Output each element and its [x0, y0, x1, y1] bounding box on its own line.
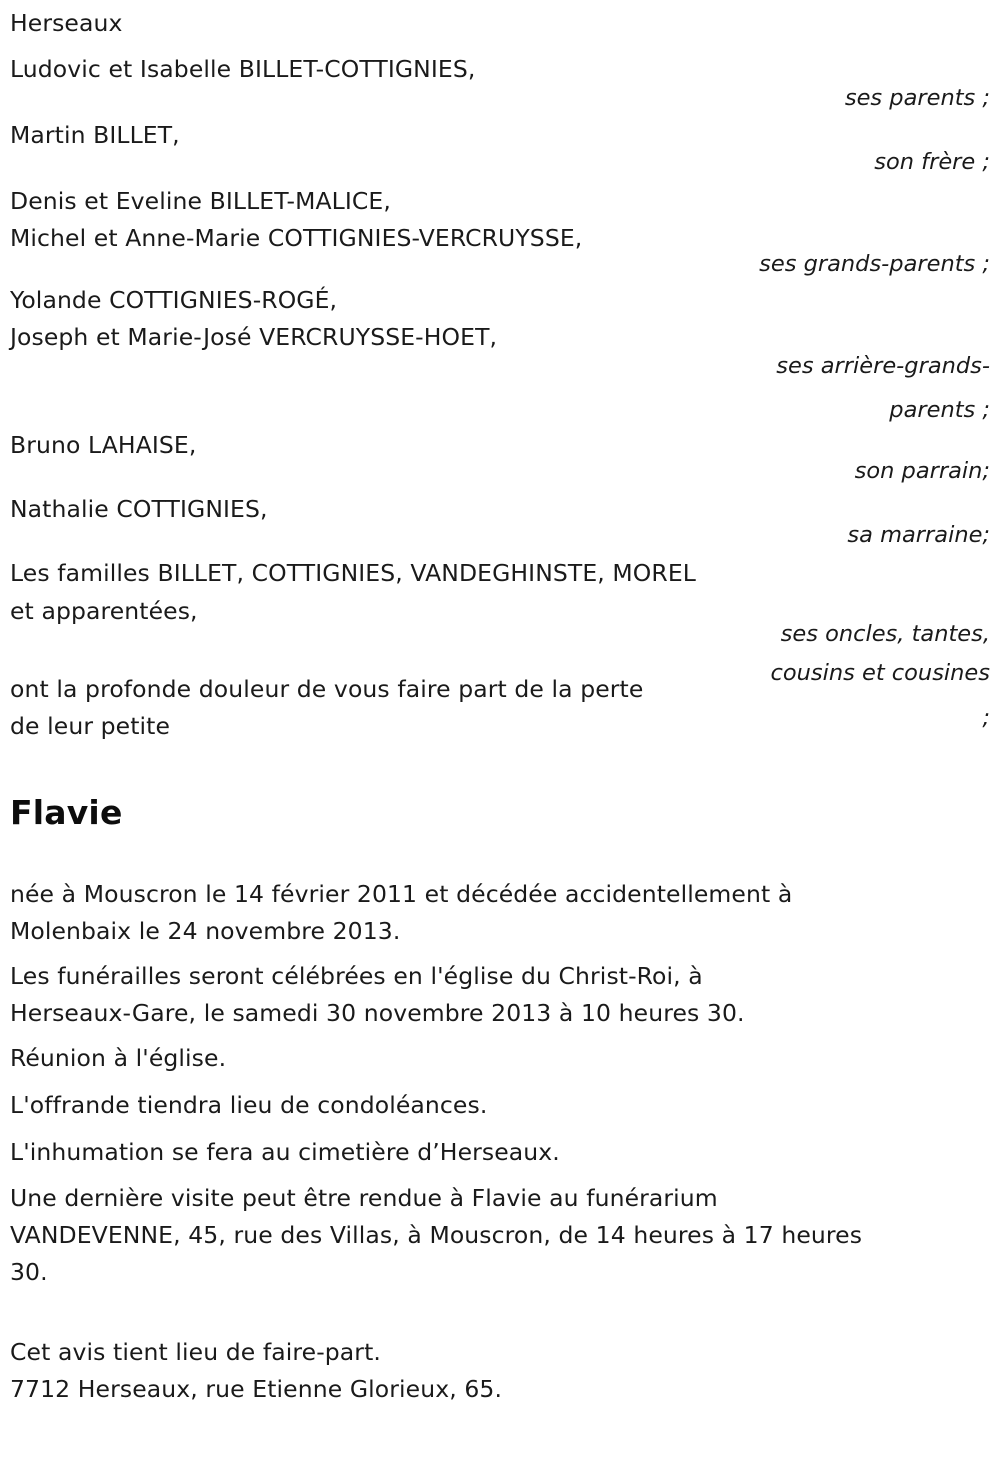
family-line-extended-1: Les familles BILLET, COTTIGNIES, VANDEGHINSTE, MOREL: [10, 559, 696, 587]
relation-brother: son frère ;: [874, 149, 990, 175]
offering-line: L'offrande tiendra lieu de condoléances.: [10, 1091, 488, 1119]
family-line-grandparents-1: Denis et Eveline BILLET-MALICE,: [10, 187, 391, 215]
gathering-line: Réunion à l'église.: [10, 1044, 227, 1072]
family-line-great-grandparents-1: Yolande COTTIGNIES-ROGÉ,: [10, 286, 338, 314]
family-line-grandparents-2: Michel et Anne-Marie COTTIGNIES-VERCRUYSSE,: [10, 224, 583, 252]
family-line-great-grandparents-2: Joseph et Marie-José VERCRUYSSE-HOET,: [10, 323, 498, 351]
relation-godfather: son parrain;: [854, 458, 990, 484]
birth-death-line-1: née à Mouscron le 14 février 2011 et décédée accidentellement à: [10, 880, 793, 908]
relation-great-grandparents-line-2: parents ;: [889, 397, 990, 423]
final-visit-line-1: Une dernière visite peut être rendue à Flavie au funérarium: [10, 1184, 718, 1212]
relation-godmother: sa marraine;: [847, 522, 990, 548]
deceased-given-name: Flavie: [10, 793, 123, 832]
footer-address-line: 7712 Herseaux, rue Etienne Glorieux, 65.: [10, 1375, 503, 1403]
family-line-brother: Martin BILLET,: [10, 121, 180, 149]
funeral-service-line-1: Les funérailles seront célébrées en l'église du Christ-Roi, à: [10, 962, 703, 990]
family-line-extended-2: et apparentées,: [10, 597, 198, 625]
burial-line: L'inhumation se fera au cimetière d’Herseaux.: [10, 1138, 560, 1166]
relation-parents: ses parents ;: [844, 85, 990, 111]
birth-death-line-2: Molenbaix le 24 novembre 2013.: [10, 917, 401, 945]
relation-grandparents: ses grands-parents ;: [759, 251, 990, 277]
family-line-godmother: Nathalie COTTIGNIES,: [10, 495, 268, 523]
funeral-service-line-2: Herseaux-Gare, le samedi 30 novembre 2013 à 10 heures 30.: [10, 999, 745, 1027]
family-line-godfather: Bruno LAHAISE,: [10, 431, 197, 459]
grief-statement-line-1: ont la profonde douleur de vous faire part de la perte: [10, 675, 644, 703]
relation-great-grandparents-line-1: ses arrière-grands-: [776, 353, 990, 379]
footer-notice-line: Cet avis tient lieu de faire-part.: [10, 1338, 381, 1366]
grief-statement-line-2: de leur petite: [10, 712, 171, 740]
locality-line: Herseaux: [10, 9, 123, 37]
relation-extended-line-2: cousins et cousines: [770, 660, 990, 686]
family-line-parents: Ludovic et Isabelle BILLET-COTTIGNIES,: [10, 55, 476, 83]
final-visit-line-2: VANDEVENNE, 45, rue des Villas, à Mouscron, de 14 heures à 17 heures: [10, 1221, 863, 1249]
relation-extended-line-3: ;: [982, 705, 990, 731]
relation-extended-line-1: ses oncles, tantes,: [780, 621, 990, 647]
final-visit-line-3: 30.: [10, 1258, 48, 1286]
